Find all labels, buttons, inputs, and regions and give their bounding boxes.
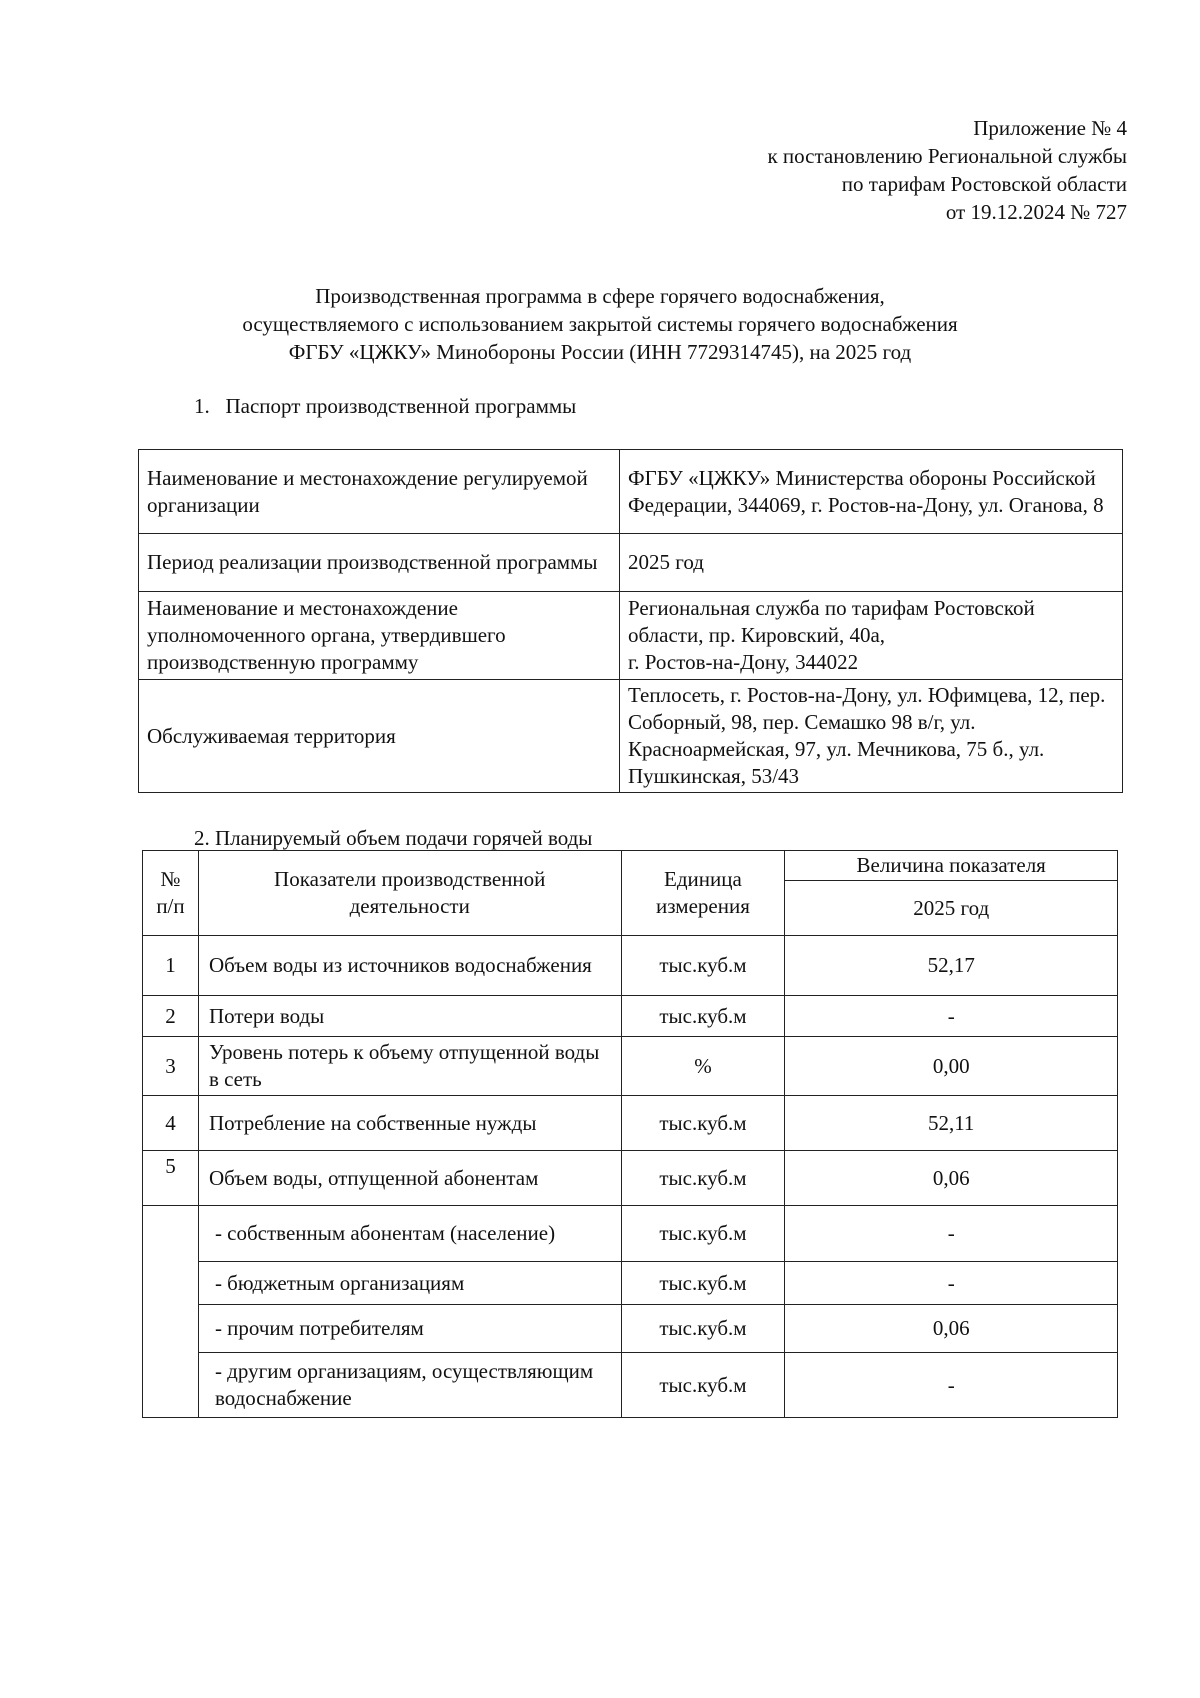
- title-line-1: Производственная программа в сфере горячего водоснабжения,: [315, 284, 885, 308]
- table-row: [143, 1037, 1118, 1096]
- row-value: 0,00: [785, 1037, 1118, 1096]
- row-number: 2: [143, 996, 199, 1037]
- row-number: 3: [143, 1037, 199, 1096]
- subrow-indicator: - другим организациям, осуществляющим водоснабжение: [198, 1353, 621, 1418]
- passport-label: Наименование и местонахождение регулируемой организации: [139, 450, 620, 534]
- section-1-heading: 1. Паспорт производственной программы: [194, 394, 577, 418]
- row-value: -: [785, 996, 1118, 1037]
- row-indicator: Потребление на собственные нужды: [198, 1096, 621, 1151]
- subrow-indicator: - собственным абонентам (население): [198, 1206, 621, 1262]
- appendix-line-1: Приложение № 4: [973, 116, 1127, 140]
- appendix-line-2: к постановлению Региональной службы: [767, 144, 1127, 168]
- subrow-value: -: [785, 1262, 1118, 1305]
- passport-label: Наименование и местонахождение уполномоченного органа, утвердившего производственную программу: [139, 592, 620, 680]
- row-unit: тыс.куб.м: [621, 1151, 785, 1206]
- header-number-line-1: №: [160, 867, 181, 891]
- passport-value: ФГБУ «ЦЖКУ» Министерства обороны Российской Федерации, 344069, г. Ростов-на-Дону, ул. Оганова, 8: [620, 450, 1123, 534]
- table-row: [143, 936, 1118, 996]
- table-subrow: [143, 1206, 1118, 1262]
- table-subrow: [143, 1353, 1118, 1418]
- table-row: [143, 1096, 1118, 1151]
- header-number: [143, 851, 199, 936]
- table-row: [143, 1151, 1118, 1206]
- passport-row: [139, 534, 1123, 592]
- passport-row: [139, 450, 1123, 534]
- passport-value: [620, 592, 1123, 680]
- table-row: [143, 996, 1118, 1037]
- subrow-value: -: [785, 1206, 1118, 1262]
- subrow-unit: тыс.куб.м: [621, 1262, 785, 1305]
- passport-value-line: Региональная служба по тарифам Ростовской области, пр. Кировский, 40а,: [628, 596, 1035, 647]
- header-indicator-line-1: Показатели производственной: [274, 867, 546, 891]
- appendix-line-4: от 19.12.2024 № 727: [945, 200, 1127, 224]
- table-subrow: [143, 1305, 1118, 1353]
- row-unit: тыс.куб.м: [621, 936, 785, 996]
- passport-value-line: г. Ростов-на-Дону, 344022: [628, 650, 859, 674]
- row-number: 5: [143, 1151, 199, 1206]
- header-indicator-line-2: деятельности: [349, 894, 470, 918]
- subrow-value: 0,06: [785, 1305, 1118, 1353]
- subrow-unit: тыс.куб.м: [621, 1305, 785, 1353]
- header-indicator: [198, 851, 621, 936]
- row-unit: %: [621, 1037, 785, 1096]
- header-unit: [621, 851, 785, 936]
- header-value: Величина показателя: [785, 851, 1118, 881]
- row-value: 0,06: [785, 1151, 1118, 1206]
- header-year: 2025 год: [785, 881, 1118, 936]
- passport-label: Период реализации производственной программы: [139, 534, 620, 592]
- document-title: [0, 282, 1200, 366]
- row-unit: тыс.куб.м: [621, 996, 785, 1037]
- water-volume-table: [142, 850, 1118, 1418]
- section-2-heading: 2. Планируемый объем подачи горячей воды: [194, 826, 593, 850]
- passport-label: Обслуживаемая территория: [139, 680, 620, 793]
- passport-row: [139, 680, 1123, 793]
- header-number-line-2: п/п: [156, 894, 185, 918]
- passport-table: [138, 449, 1123, 793]
- header-unit-line-1: Единица: [664, 867, 742, 891]
- row-indicator: Объем воды из источников водоснабжения: [198, 936, 621, 996]
- row-indicator: Объем воды, отпущенной абонентам: [198, 1151, 621, 1206]
- row-indicator: Потери воды: [198, 996, 621, 1037]
- row-value: 52,11: [785, 1096, 1118, 1151]
- subrow-indicator: - бюджетным организациям: [198, 1262, 621, 1305]
- row-unit: тыс.куб.м: [621, 1096, 785, 1151]
- passport-value: Теплосеть, г. Ростов-на-Дону, ул. Юфимцева, 12, пер. Соборный, 98, пер. Семашко 98 в/г, ул. Красноармейская, 97, ул. Мечникова, 75 б., ул. Пушкинская, 53/43: [620, 680, 1123, 793]
- row-number: 1: [143, 936, 199, 996]
- appendix-header: [767, 114, 1127, 226]
- table-header-row: [143, 851, 1118, 881]
- row-value: 52,17: [785, 936, 1118, 996]
- subrow-unit: тыс.куб.м: [621, 1353, 785, 1418]
- subrow-value: -: [785, 1353, 1118, 1418]
- table-subrow: [143, 1262, 1118, 1305]
- subrow-unit: тыс.куб.м: [621, 1206, 785, 1262]
- subrow-indicator: - прочим потребителям: [198, 1305, 621, 1353]
- title-line-3: ФГБУ «ЦЖКУ» Минобороны России (ИНН 7729314745), на 2025 год: [288, 340, 912, 364]
- title-line-2: осуществляемого с использованием закрытой системы горячего водоснабжения: [242, 312, 958, 336]
- row-number: 4: [143, 1096, 199, 1151]
- row-indicator: Уровень потерь к объему отпущенной воды в сеть: [198, 1037, 621, 1096]
- appendix-line-3: по тарифам Ростовской области: [841, 172, 1127, 196]
- subrow-number-empty: [143, 1206, 199, 1418]
- passport-value: 2025 год: [620, 534, 1123, 592]
- header-unit-line-2: измерения: [656, 894, 750, 918]
- passport-row: [139, 592, 1123, 680]
